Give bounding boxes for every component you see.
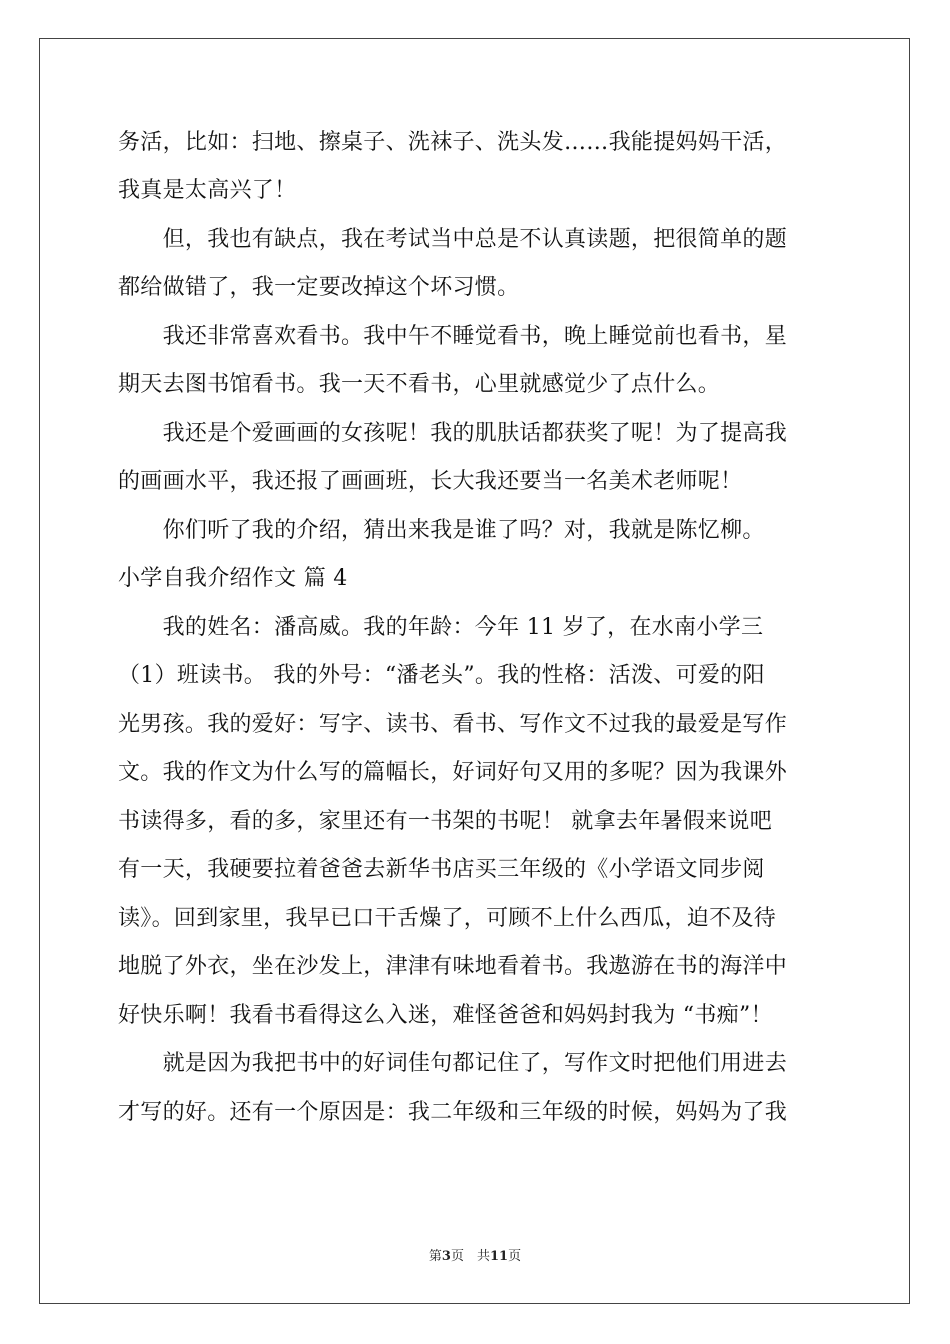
text-line: （1）班读书。 我的外号：“潘老头”。我的性格：活泼、可爱的阳 <box>118 663 765 688</box>
text-line: 光男孩。我的爱好：写字、读书、看书、写作文不过我的最爱是写作 <box>118 712 788 737</box>
page-footer <box>0 1248 950 1266</box>
page-total: 11 <box>489 1249 509 1264</box>
text-line: 但，我也有缺点，我在考试当中总是不认真读题，把很简单的题 <box>118 227 788 252</box>
text-line: 我还是个爱画画的女孩呢！我的肌肤话都获奖了呢！为了提高我 <box>118 421 788 446</box>
text-line: 书读得多，看的多，家里还有一书架的书呢！ 就拿去年暑假来说吧 <box>118 809 772 834</box>
text-line: 文。我的作文为什么写的篇幅长，好词好句又用的多呢？因为我课外 <box>118 760 788 785</box>
text-line: 务活，比如：扫地、擦桌子、洗袜子、洗头发……我能提妈妈干活， <box>118 130 788 155</box>
total-prefix: 共 <box>476 1249 490 1264</box>
text-line: 我真是太高兴了！ <box>118 178 297 203</box>
total-suffix: 页 <box>508 1249 522 1264</box>
page-suffix: 页 <box>450 1249 464 1264</box>
text-line: 就是因为我把书中的好词佳句都记住了，写作文时把他们用进去 <box>118 1051 788 1076</box>
text-line: 你们听了我的介绍，猜出来我是谁了吗？对，我就是陈忆柳。 <box>118 518 765 543</box>
text-line: 都给做错了，我一定要改掉这个坏习惯。 <box>118 275 520 300</box>
text-line: 我的姓名：潘高威。我的年龄：今年 11 岁了，在水南小学三 <box>118 615 764 640</box>
page-current: 3 <box>441 1249 451 1264</box>
text-line: 才写的好。还有一个原因是：我二年级和三年级的时候，妈妈为了我 <box>118 1100 788 1125</box>
page-prefix: 第 <box>428 1249 442 1264</box>
text-line: 期天去图书馆看书。我一天不看书，心里就感觉少了点什么。 <box>118 372 721 397</box>
text-line: 地脱了外衣，坐在沙发上，津津有味地看着书。我遨游在书的海洋中 <box>118 954 788 979</box>
text-line: 有一天，我硬要拉着爸爸去新华书店买三年级的《小学语文同步阅 <box>118 857 765 882</box>
text-line: 我还非常喜欢看书。我中午不睡觉看书，晚上睡觉前也看书，星 <box>118 324 788 349</box>
text-line: 读》。回到家里，我早已口干舌燥了，可顾不上什么西瓜，迫不及待 <box>118 906 777 931</box>
text-line: 好快乐啊！我看书看得这么入迷，难怪爸爸和妈妈封我为 “书痴”！ <box>118 1003 773 1028</box>
text-line: 的画画水平，我还报了画画班，长大我还要当一名美术老师呢！ <box>118 469 743 494</box>
section-heading: 小学自我介绍作文 篇 4 <box>118 566 348 591</box>
